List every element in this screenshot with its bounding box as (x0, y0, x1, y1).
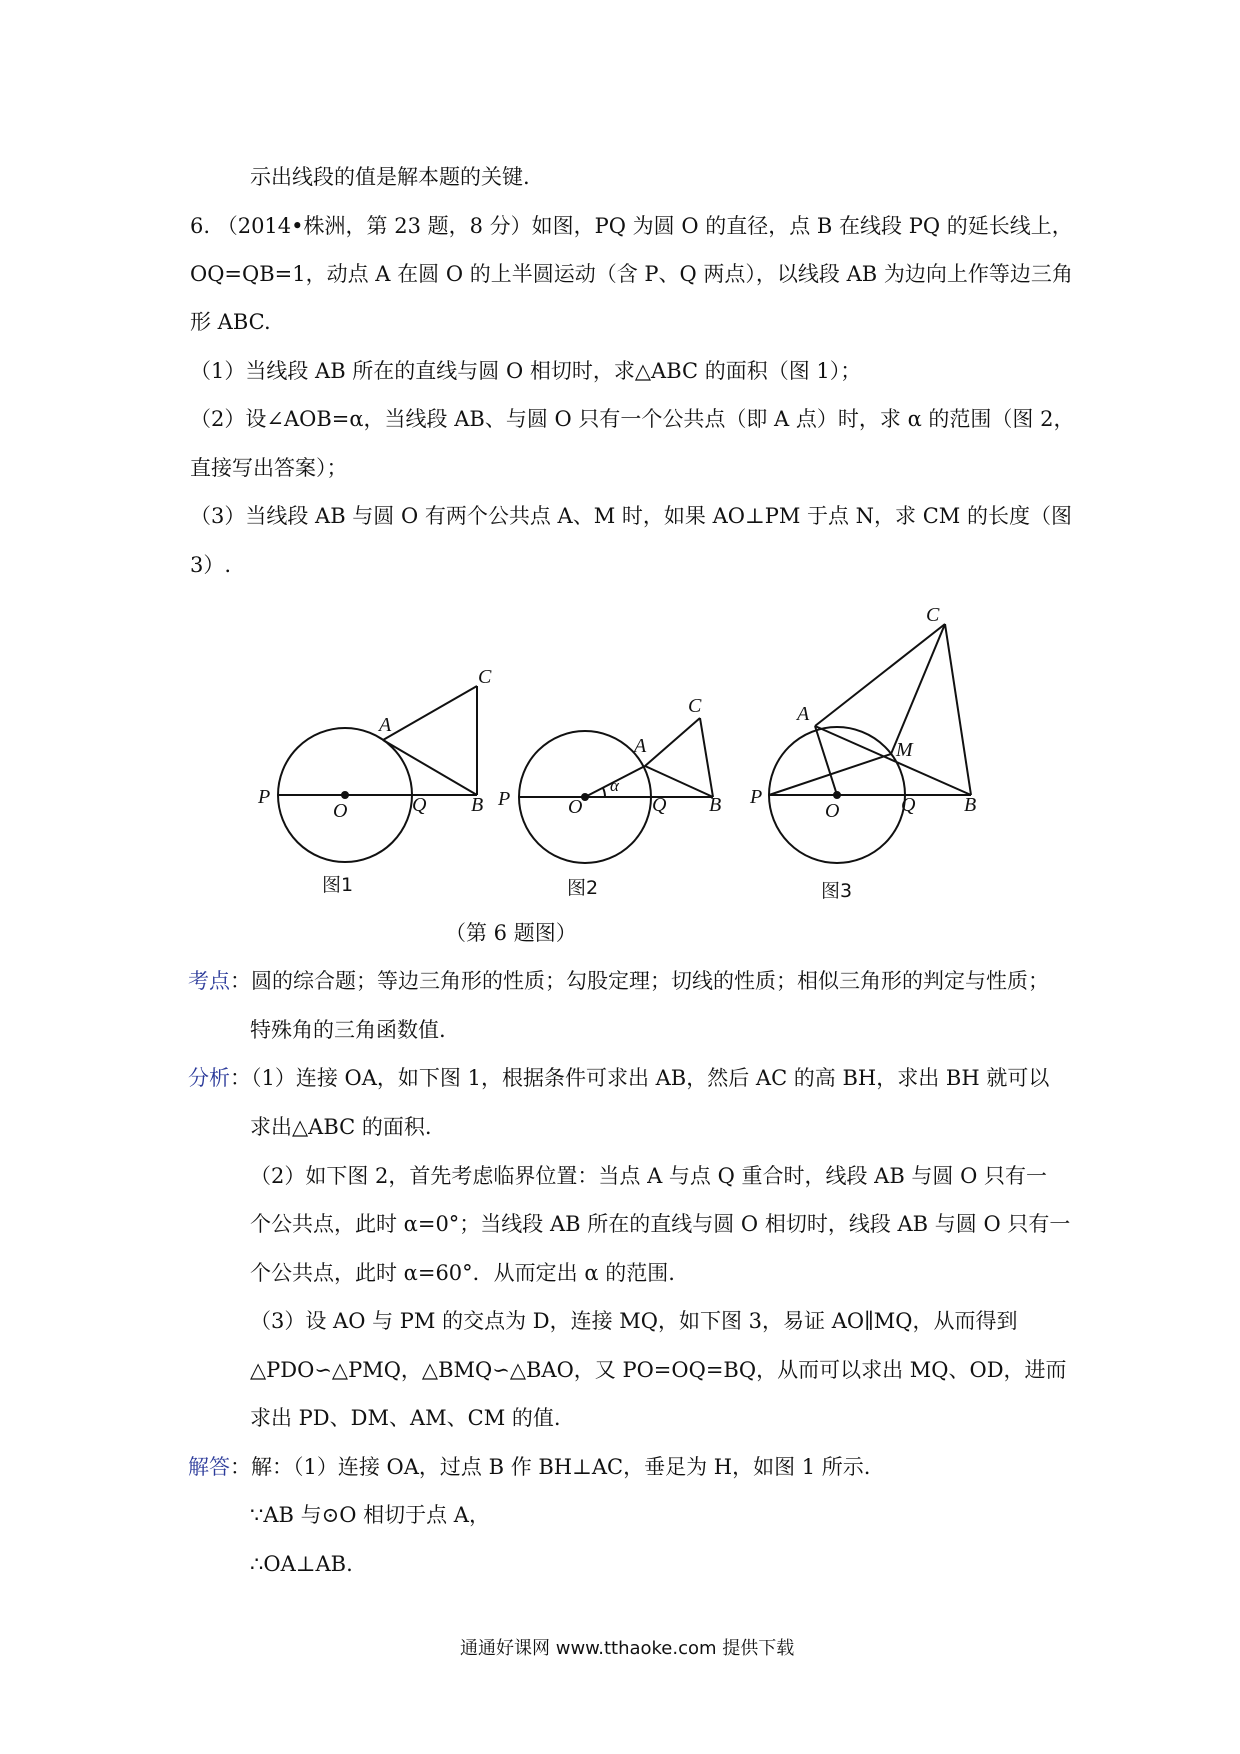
fig2-label-O: O (568, 796, 583, 818)
figure-1 (278, 686, 477, 862)
fig3-label-M: M (896, 739, 913, 761)
text-line: （2）如下图 2，首先考虑临界位置：当点 A 与点 Q 重合时，线段 AB 与圆 O 只有一 (250, 1164, 1047, 1188)
fig1-label-P: P (258, 786, 271, 808)
figure-group-caption: （第 6 题图） (445, 921, 577, 945)
fig3-label-A: A (797, 703, 810, 725)
text-line: 形 ABC. (190, 310, 271, 334)
fig1-label-Q: Q (412, 794, 427, 816)
text-line: （3）设 AO 与 PM 的交点为 D，连接 MQ，如下图 3，易证 AO∥MQ，从而得到 (250, 1309, 1018, 1333)
question-3: （3）当线段 AB 与圆 O 有两个公共点 A、M 时，如果 AO⊥PM 于点 N，求 CM 的长度（图 (190, 504, 1072, 528)
fig2-label-P: P (498, 788, 511, 810)
fig1-label-A: A (379, 714, 392, 736)
text-line: 特殊角的三角函数值. (250, 1018, 446, 1042)
fig3-label-B: B (964, 794, 977, 816)
text-line: 直接写出答案）； (190, 456, 348, 480)
fig2-label-alpha: α (610, 776, 619, 795)
text-line: △PDO∽△PMQ，△BMQ∽△BAO，又 PO=OQ=BQ，从而可以求出 MQ、OD，进而 (250, 1358, 1067, 1382)
problem-heading: 6. （2014•株洲，第 23 题，8 分）如图，PQ 为圆 O 的直径，点 B 在线段 PQ 的延长线上， (190, 214, 1073, 238)
text-line: 个公共点，此时 α=0°；当线段 AB 所在的直线与圆 O 相切时，线段 AB 与圆 O 只有一 (250, 1212, 1071, 1236)
solution-text: ：解：（1）连接 OA，过点 B 作 BH⊥AC，垂足为 H，如图 1 所示. (230, 1455, 871, 1479)
topic-tag: 考点 (188, 969, 230, 993)
fig2-label-B: B (709, 794, 722, 816)
fig3-label-Q: Q (901, 794, 916, 816)
fig2-label-C: C (688, 695, 702, 717)
text-line: 求出 PD、DM、AM、CM 的值. (250, 1406, 561, 1430)
text-line: 3）. (190, 553, 232, 577)
figure-3-caption: 图3 (821, 880, 853, 902)
solution-line (188, 1452, 870, 1482)
fig1-label-B: B (471, 794, 484, 816)
question-1: （1）当线段 AB 所在的直线与圆 O 相切时，求△ABC 的面积（图 1）； (190, 359, 862, 383)
solution-tag: 解答 (188, 1455, 230, 1479)
geometry-figures (0, 600, 1240, 930)
fig1-label-C: C (478, 666, 492, 688)
topic-line (188, 966, 1049, 996)
topic-text: ：圆的综合题；等边三角形的性质；勾股定理；切线的性质；相似三角形的判定与性质； (230, 969, 1049, 993)
text-line: 示出线段的值是解本题的关键. (250, 165, 530, 189)
text-line: ∴OA⊥AB. (250, 1552, 353, 1576)
analysis-text: ：（1）连接 OA，如下图 1，根据条件可求出 AB，然后 AC 的高 BH，求出 BH 就可以 (230, 1066, 1050, 1090)
page-footer: 通通好课网 www.tthaoke.com 提供下载 (460, 1638, 795, 1659)
question-2: （2）设∠AOB=α，当线段 AB、与圆 O 只有一个公共点（即 A 点）时，求 α 的范围（图 2， (190, 407, 1075, 431)
text-line: ∵AB 与⊙O 相切于点 A， (250, 1503, 490, 1527)
figure-1-caption: 图1 (322, 874, 354, 896)
fig3-label-O: O (825, 800, 840, 822)
fig1-label-O: O (333, 800, 348, 822)
fig2-label-A: A (634, 735, 647, 757)
fig3-label-P: P (750, 786, 763, 808)
figure-2-caption: 图2 (567, 877, 599, 899)
text-line: 求出△ABC 的面积. (250, 1115, 432, 1139)
fig3-label-C: C (926, 604, 940, 626)
text-line: 个公共点，此时 α=60°．从而定出 α 的范围. (250, 1261, 675, 1285)
analysis-tag: 分析 (188, 1066, 230, 1090)
figure-3 (769, 624, 971, 863)
text-line: OQ=QB=1，动点 A 在圆 O 的上半圆运动（含 P、Q 两点），以线段 AB 为边向上作等边三角 (190, 262, 1073, 286)
analysis-line (188, 1063, 1049, 1093)
fig2-label-Q: Q (652, 794, 667, 816)
